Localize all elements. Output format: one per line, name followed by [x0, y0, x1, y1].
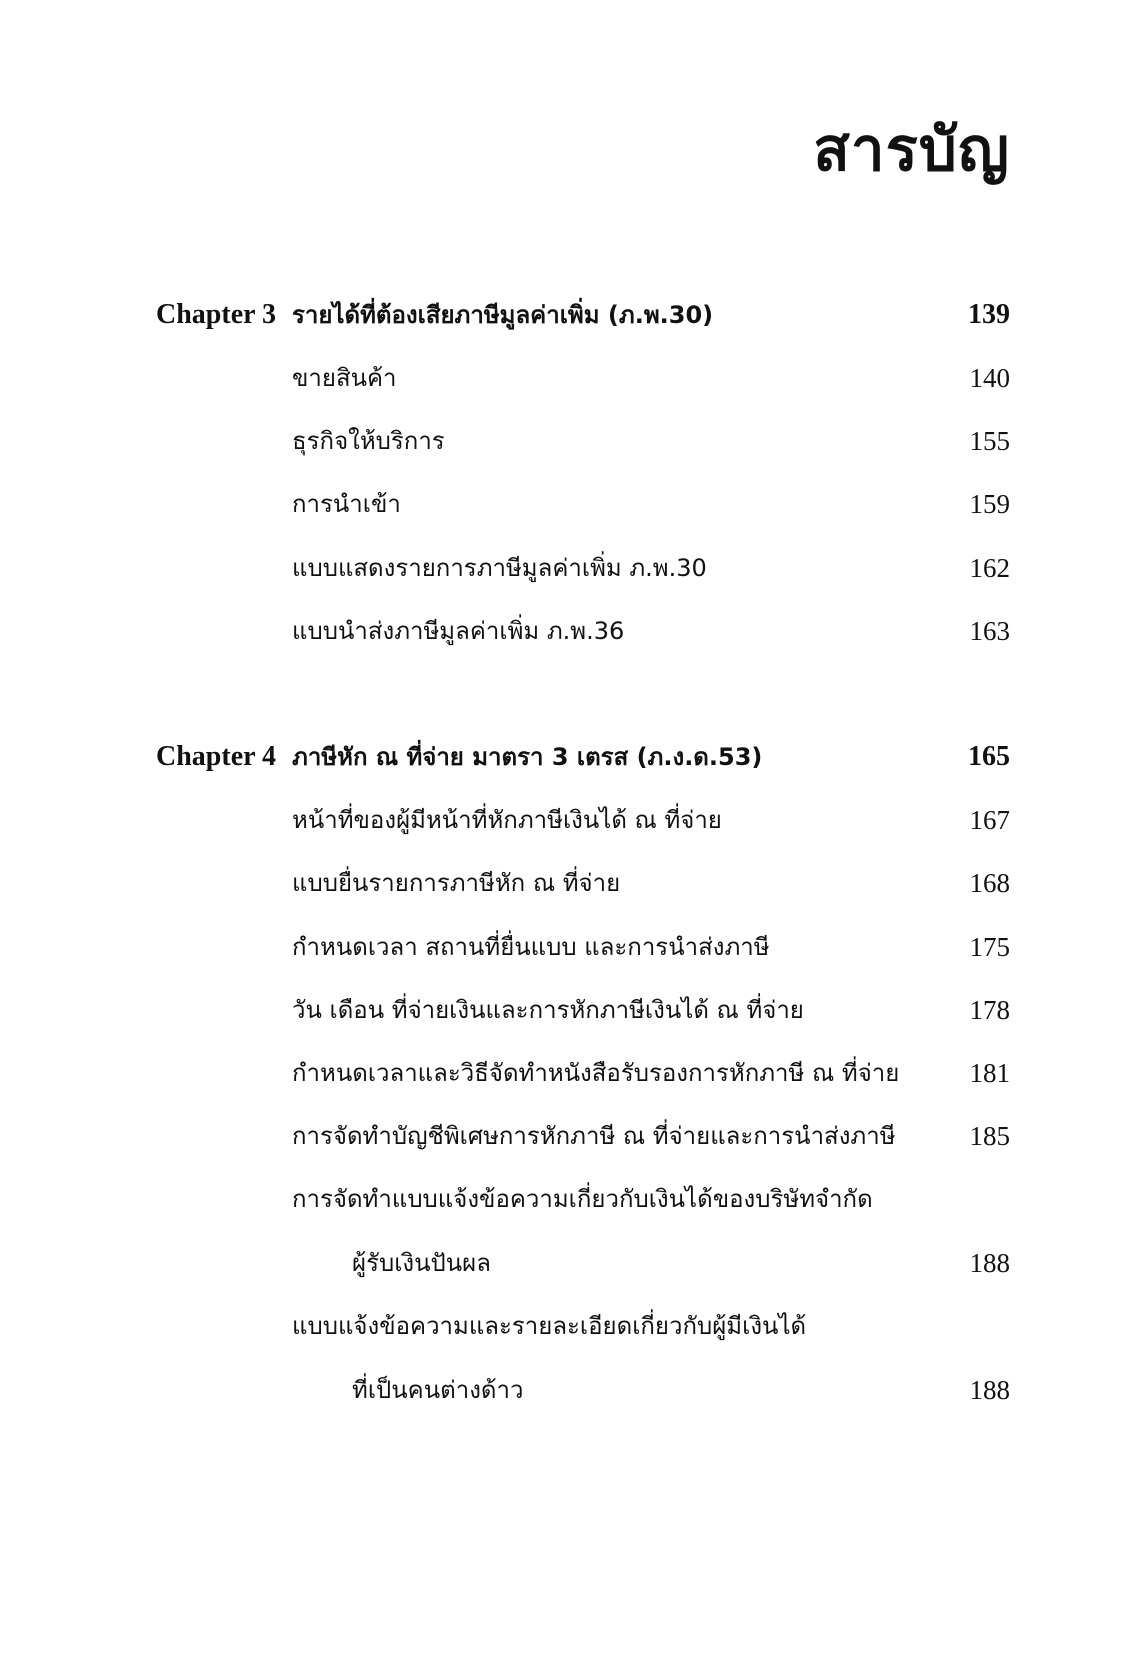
entry-title: แบบแสดงรายการภาษีมูลค่าเพิ่ม ภ.พ.30	[292, 554, 707, 582]
toc-entry[interactable]	[0, 548, 1134, 588]
page-number: 188	[969, 1375, 1010, 1405]
entry-title: วัน เดือน ที่จ่ายเงินและการหักภาษีเงินได้ ณ ที่จ่าย	[292, 996, 804, 1024]
page-number: 188	[969, 1248, 1010, 1278]
entry-title: การจัดทำบัญชีพิเศษการหักภาษี ณ ที่จ่ายและการนำส่งภาษี	[292, 1122, 896, 1150]
toc-entry[interactable]	[0, 611, 1134, 651]
page-title: สารบัญ	[813, 115, 1010, 185]
entry-title: ธุรกิจให้บริการ	[292, 427, 445, 455]
entry-title: การจัดทำแบบแจ้งข้อความเกี่ยวกับเงินได้ของบริษัทจำกัด	[292, 1185, 873, 1213]
page-number: 175	[969, 932, 1010, 962]
entry-title: แบบแจ้งข้อความและรายละเอียดเกี่ยวกับผู้มีเงินได้	[292, 1312, 807, 1340]
page-number: 163	[969, 616, 1010, 646]
toc-entry[interactable]	[0, 990, 1134, 1030]
chapter-title: ภาษีหัก ณ ที่จ่าย มาตรา 3 เตรส (ภ.ง.ด.53)	[292, 743, 763, 771]
page-number: 168	[969, 868, 1010, 898]
toc-entry[interactable]	[0, 1179, 1134, 1219]
chapter-title: รายได้ที่ต้องเสียภาษีมูลค่าเพิ่ม (ภ.พ.30)	[292, 301, 714, 329]
page-number: 167	[969, 805, 1010, 835]
chapter-heading[interactable]	[0, 295, 1134, 335]
entry-title-continuation: ที่เป็นคนต่างด้าว	[352, 1376, 524, 1404]
toc-entry-continuation[interactable]	[0, 1243, 1134, 1283]
page-number: 185	[969, 1121, 1010, 1151]
page-number: 178	[969, 995, 1010, 1025]
toc-entry[interactable]	[0, 358, 1134, 398]
page-number: 181	[969, 1058, 1010, 1088]
toc-entry[interactable]	[0, 421, 1134, 461]
toc-entry[interactable]	[0, 1053, 1134, 1093]
page-number: 139	[968, 299, 1010, 330]
toc-entry[interactable]	[0, 800, 1134, 840]
toc-entry[interactable]	[0, 927, 1134, 967]
toc-entry[interactable]	[0, 1116, 1134, 1156]
page-number: 159	[969, 489, 1010, 519]
entry-title: แบบนำส่งภาษีมูลค่าเพิ่ม ภ.พ.36	[292, 617, 625, 645]
page-number: 155	[969, 426, 1010, 456]
page-number: 140	[969, 363, 1010, 393]
toc-entry-continuation[interactable]	[0, 1370, 1134, 1410]
entry-title: กำหนดเวลาและวิธีจัดทำหนังสือรับรองการหักภาษี ณ ที่จ่าย	[292, 1059, 900, 1087]
chapter-label: Chapter 4	[156, 741, 277, 772]
entry-title: ขายสินค้า	[292, 364, 397, 392]
toc-entry[interactable]	[0, 863, 1134, 903]
page-number: 165	[968, 741, 1010, 772]
entry-title-continuation: ผู้รับเงินปันผล	[352, 1249, 491, 1277]
chapter-heading[interactable]	[0, 737, 1134, 777]
chapter-label: Chapter 3	[156, 299, 277, 330]
page-number: 162	[969, 553, 1010, 583]
toc-entry[interactable]	[0, 484, 1134, 524]
toc-entry[interactable]	[0, 1306, 1134, 1346]
entry-title: แบบยื่นรายการภาษีหัก ณ ที่จ่าย	[292, 869, 621, 897]
entry-title: หน้าที่ของผู้มีหน้าที่หักภาษีเงินได้ ณ ที่จ่าย	[292, 806, 722, 834]
entry-title: การนำเข้า	[292, 490, 401, 518]
entry-title: กำหนดเวลา สถานที่ยื่นแบบ และการนำส่งภาษี	[292, 933, 770, 961]
